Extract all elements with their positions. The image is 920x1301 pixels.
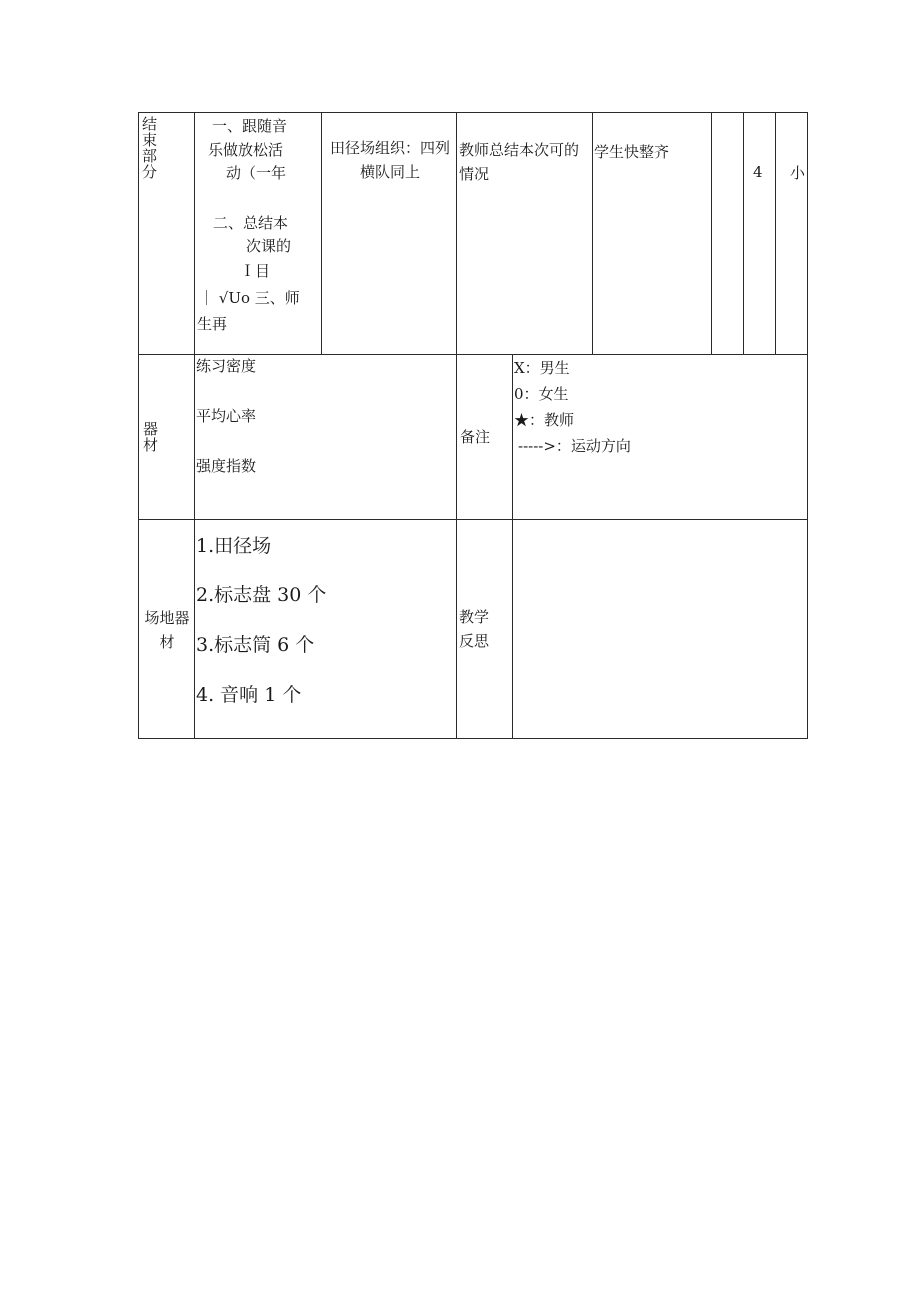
end-content-line-4: 二、总结本 [213, 214, 289, 232]
venue-label: 场地器材 [144, 609, 190, 651]
venue-item-speaker: 4. 音响 1 个 [196, 684, 302, 706]
table-row-divider-2 [138, 519, 808, 520]
end-content-line-8: 生再 [197, 315, 228, 333]
legend-teacher: ★：教师 [514, 411, 575, 429]
row1-col-divider-content [321, 112, 322, 354]
reflection-label: 教学反思 [459, 608, 490, 650]
table-border-right [807, 112, 808, 739]
label-column-divider [194, 112, 195, 739]
equipment-item-heart-rate: 平均心率 [196, 407, 257, 425]
table-border-bottom [138, 738, 808, 739]
end-content-line-6: Ｉ目 [240, 262, 271, 280]
equipment-item-intensity: 强度指数 [196, 457, 257, 475]
lower-col-divider-label [456, 354, 457, 739]
row1-col-divider-count [775, 112, 776, 354]
lower-col-divider-content [512, 354, 513, 739]
venue-item-markers: 2.标志盘 30 个 [196, 584, 327, 606]
legend-female: 0：女生 [514, 385, 569, 403]
table-border-top [138, 112, 808, 113]
end-count: 4 [753, 163, 763, 181]
row1-col-divider-a [743, 112, 744, 354]
end-content-line-3: 动（一年 [226, 164, 287, 182]
equipment-item-density: 练习密度 [196, 357, 257, 375]
venue-item-cones: 3.标志筒 6 个 [196, 634, 315, 656]
end-teacher-activity: 教师总结本次可的情况 [459, 141, 580, 183]
row1-col-divider-student [711, 112, 712, 354]
end-intensity: 小 [790, 164, 806, 182]
legend-direction: ----->：运动方向 [518, 437, 631, 455]
venue-item-track: 1.田径场 [196, 535, 272, 557]
remarks-label: 备注 [460, 428, 491, 446]
row1-col-divider-organization [456, 112, 457, 354]
table-border-left [138, 112, 139, 739]
end-content-line-5: 次课的 [246, 237, 292, 255]
equipment-label: 器材 [143, 420, 159, 454]
end-student-activity: 学生快整齐 [594, 143, 670, 161]
end-content-line-2: 乐做放松活 [208, 141, 284, 159]
legend-male: X：男生 [514, 359, 570, 377]
row1-col-divider-teacher [592, 112, 593, 354]
end-content-line-1: 一、跟随音 [212, 117, 288, 135]
section-end-label: 结束部分 [142, 115, 158, 181]
end-content-line-7: ｜ √Uo 三、师 [199, 289, 300, 307]
end-organization: 田径场组织：四列横队同上 [329, 139, 450, 181]
